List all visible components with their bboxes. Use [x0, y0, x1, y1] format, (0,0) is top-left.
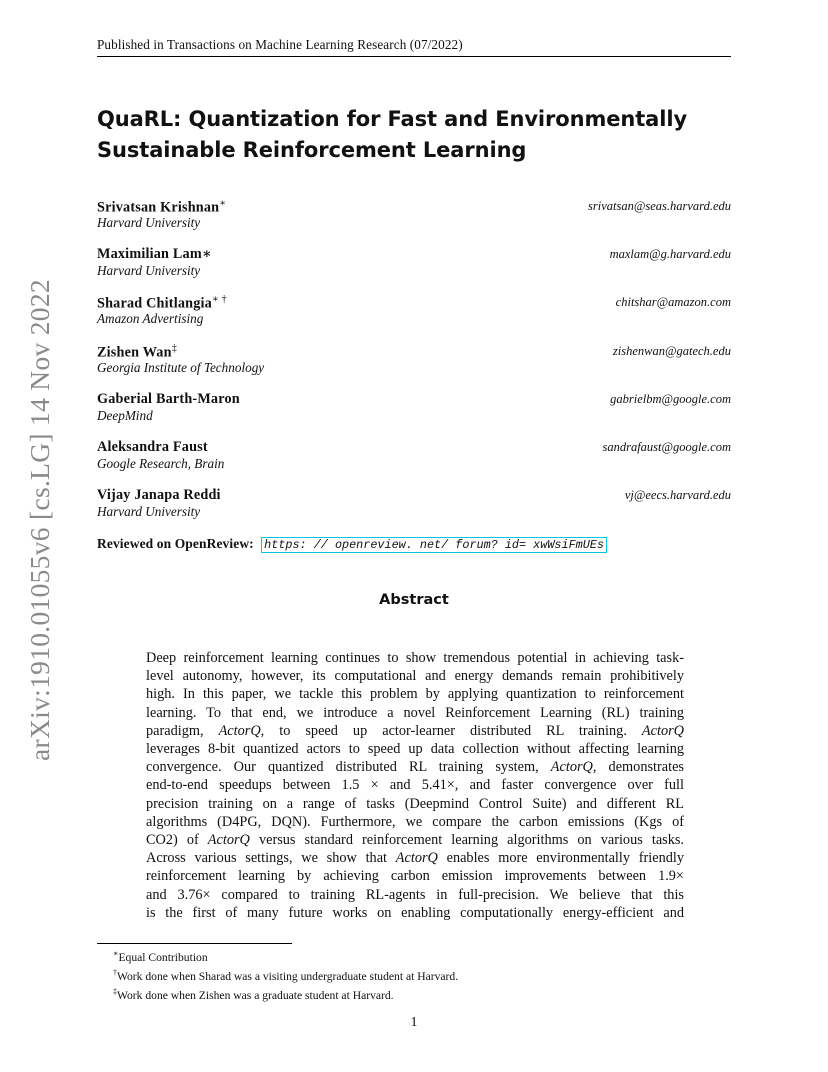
author-block — [97, 439, 731, 475]
author-block — [97, 343, 731, 379]
abstract-line: precision training on a range of tasks (Deepmind Control Suite) and different RL — [146, 795, 684, 812]
author-name: Srivatsan Krishnan∗ — [97, 198, 227, 216]
author-affiliation: Harvard University — [97, 504, 201, 519]
author-name: Sharad Chitlangia∗ † — [97, 294, 227, 312]
footnotes — [113, 946, 458, 1003]
author-name: Zishen Wan‡ — [97, 343, 177, 361]
author-affiliation: Amazon Advertising — [97, 311, 204, 326]
abstract-line: algorithms (D4PG, DQN). Furthermore, we compare the carbon emissions (Kgs of — [146, 813, 684, 830]
author-mark: ∗ — [219, 198, 227, 209]
page-number: 1 — [410, 1015, 418, 1030]
author-affiliation: Harvard University — [97, 263, 201, 278]
arxiv-stamp: arXiv:1910.01055v6 [cs.LG] 14 Nov 2022 — [24, 279, 55, 761]
paper-title — [97, 104, 737, 166]
header-rule — [97, 56, 731, 57]
abstract-line: paradigm, ActorQ, to speed up actor-learner distributed RL training. ActorQ — [146, 722, 684, 739]
author-name: Maximilian Lam∗ — [97, 246, 212, 262]
review-label: Reviewed on OpenReview: — [97, 536, 254, 551]
author-email[interactable]: vj@eecs.harvard.edu — [624, 488, 731, 502]
abstract-heading: Abstract — [379, 592, 449, 608]
title-line-1: QuaRL: Quantization for Fast and Environmentally — [97, 107, 688, 131]
author-affiliation: Harvard University — [97, 215, 201, 230]
author-affiliation: Google Research, Brain — [97, 456, 225, 471]
footnote-rule — [97, 943, 292, 944]
abstract-line: CO2) of ActorQ versus standard reinforcement learning algorithms on various tasks. — [146, 832, 685, 849]
author-mark: ∗ † — [211, 294, 227, 305]
author-email[interactable]: zishenwan@gatech.edu — [612, 344, 731, 358]
author-block — [97, 487, 731, 523]
footnote: †Work done when Sharad was a visiting undergraduate student at Harvard. — [113, 968, 459, 984]
review-line — [97, 536, 607, 553]
abstract-line: and 3.76× compared to training RL-agents in full-precision. We believe that this — [146, 886, 684, 903]
author-email[interactable]: chitshar@amazon.com — [615, 295, 731, 309]
author-name: Gaberial Barth-Maron — [97, 391, 240, 407]
author-name: Aleksandra Faust — [97, 439, 208, 455]
author-block — [97, 246, 731, 282]
abstract-line: leverages 8-bit quantized actors to speed up data collection without affecting learning — [146, 741, 684, 758]
author-email[interactable]: sandrafaust@google.com — [602, 440, 731, 454]
author-block — [97, 391, 731, 427]
running-header: Published in Transactions on Machine Learning Research (07/2022) — [97, 37, 463, 52]
abstract-line: is the first of many future works on enabling computationally energy-efficient and — [146, 904, 684, 921]
author-name: Vijay Janapa Reddi — [97, 487, 221, 503]
author-email[interactable]: srivatsan@seas.harvard.edu — [588, 199, 731, 213]
abstract-line: end-to-end speedups between 1.5 × and 5.41×, and faster convergence over full — [146, 777, 684, 794]
abstract-line: convergence. Our quantized distributed RL training system, ActorQ, demonstrates — [146, 759, 684, 776]
abstract-line: level autonomy, however, its computational and energy demands remain prohibitively — [146, 668, 684, 685]
openreview-link[interactable]: https: // openreview. net/ forum? id= xwWsiFmUEs — [261, 537, 607, 553]
author-mark: ∗ — [201, 246, 212, 262]
abstract-line: reinforcement learning by achieving carbon emission improvements between 1.9× — [146, 868, 684, 885]
abstract-line: learning. To that end, we introduce a novel Reinforcement Learning (RL) training — [146, 704, 684, 721]
abstract-line: Across various settings, we show that ActorQ enables more environmentally friendly — [146, 850, 685, 867]
abstract-text — [146, 649, 684, 922]
author-email[interactable]: gabrielbm@google.com — [610, 392, 731, 406]
footnote: ∗Equal Contribution — [113, 949, 208, 964]
author-block — [97, 198, 731, 234]
author-affiliation: Georgia Institute of Technology — [97, 360, 265, 375]
footnote: ‡Work done when Zishen was a graduate student at Harvard. — [113, 987, 394, 1003]
author-block — [97, 294, 731, 330]
title-line-2: Sustainable Reinforcement Learning — [97, 138, 527, 162]
author-affiliation: DeepMind — [97, 408, 153, 423]
abstract-line: high. In this paper, we tackle this problem by applying quantization to reinforcement — [146, 686, 684, 703]
abstract-line: Deep reinforcement learning continues to show tremendous potential in achieving task- — [146, 650, 684, 666]
author-email[interactable]: maxlam@g.harvard.edu — [609, 247, 731, 261]
author-mark: ‡ — [171, 343, 177, 354]
